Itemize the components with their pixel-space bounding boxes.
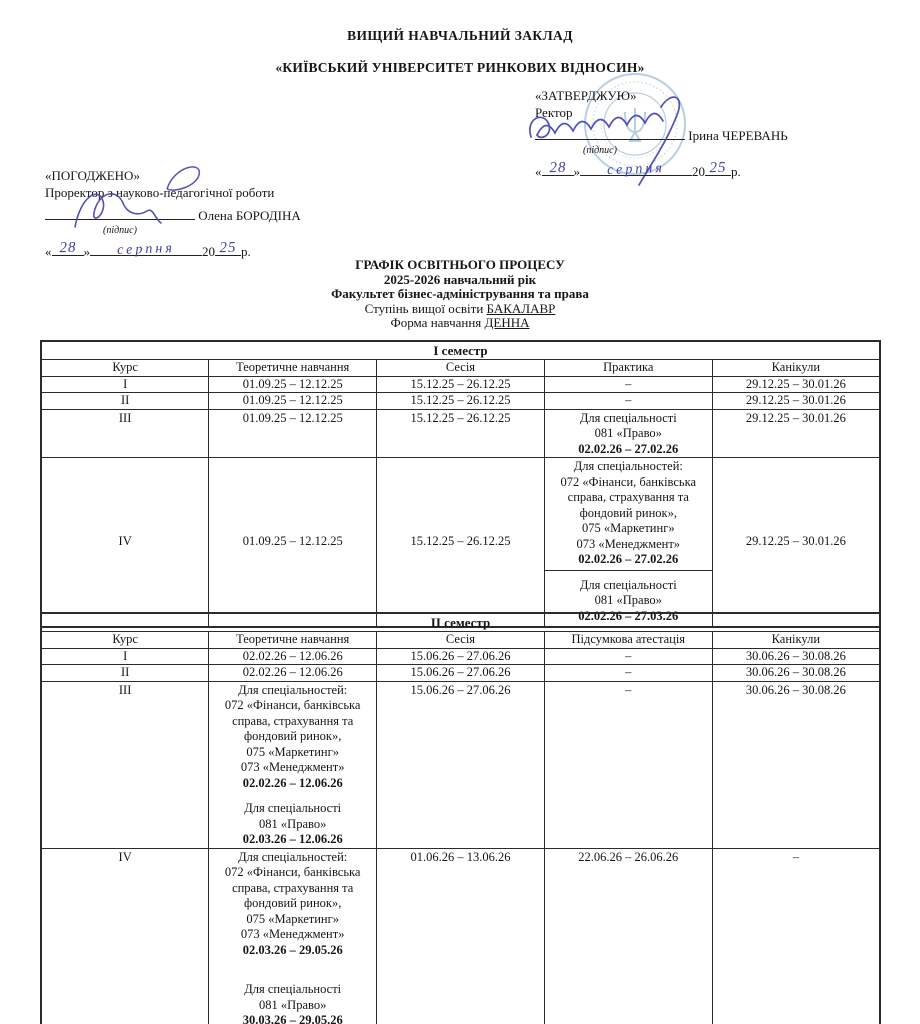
- holidays-cell: 30.06.26 – 30.08.26: [712, 681, 880, 848]
- institution-type: ВИЩИЙ НАВЧАЛЬНИЙ ЗАКЛАД: [347, 28, 573, 43]
- theory-cell: 01.09.25 – 12.12.25: [209, 409, 377, 458]
- attestation-cell: –: [544, 648, 712, 665]
- practice-cell: Для спеціальності 081 «Право» 02.02.26 – 27.02.26: [544, 409, 712, 458]
- document-title: ГРАФІК ОСВІТНЬОГО ПРОЦЕСУ: [355, 257, 565, 272]
- theory-cell: Для спеціальностей: 072 «Фінанси, банківська справа, страхування та фондовий ринок», 075 «Маркетинг» 073 «Менеджмент» 02.02.26 – 12.06.26 Для спеціальності 081 «Право» 02.03.26 – 12.06.26: [209, 681, 377, 848]
- degree-line: [0, 302, 920, 317]
- session-cell: 15.12.25 – 26.12.25: [377, 376, 545, 393]
- handwritten-year: 25: [219, 239, 237, 257]
- approval-name: Ірина ЧЕРЕВАНЬ: [688, 128, 788, 143]
- month-field: [90, 240, 202, 259]
- session-cell: 01.06.26 – 13.06.26: [377, 848, 545, 1024]
- holidays-cell: 30.06.26 – 30.08.26: [712, 665, 880, 682]
- handwritten-year: 25: [709, 159, 727, 177]
- approval-signature-row: [535, 125, 895, 144]
- session-cell: 15.06.26 – 27.06.26: [377, 648, 545, 665]
- year-suffix: р.: [241, 244, 251, 259]
- agreement-signature-row: [45, 205, 405, 224]
- study-form-line: [0, 316, 920, 331]
- quote-close: »: [573, 164, 580, 179]
- attestation-cell: 22.06.26 – 26.06.26: [544, 848, 712, 1024]
- table-caption-row: [41, 341, 880, 360]
- signature-line: [535, 125, 685, 140]
- course-cell: ІІІ: [41, 409, 209, 458]
- study-form-label: Форма навчання: [390, 315, 485, 331]
- approval-signature-caption: (підпис): [583, 145, 617, 156]
- practice-specialties-block: Для спеціальностей: 072 «Фінанси, банківська справа, страхування та фондовий ринок», 075 «Маркетинг» 073 «Менеджмент» 02.02.26 – 27.02.26: [560, 459, 697, 566]
- year-prefix: 20: [692, 164, 705, 179]
- handwritten-month: серпня: [606, 160, 666, 179]
- col-header-course: Курс: [41, 360, 209, 377]
- table-row: [41, 458, 880, 628]
- table-row: [41, 665, 880, 682]
- session-cell: 15.06.26 – 27.06.26: [377, 665, 545, 682]
- quote-open: «: [45, 244, 52, 259]
- col-header-holidays: Канікули: [712, 360, 880, 377]
- faculty-name: Факультет бізнес-адміністрування та права: [331, 286, 589, 302]
- session-cell: 15.12.25 – 26.12.25: [377, 458, 545, 628]
- holidays-cell: 29.12.25 – 30.01.26: [712, 458, 880, 628]
- table-row: [41, 409, 880, 458]
- table-row: [41, 681, 880, 848]
- holidays-cell: 29.12.25 – 30.01.26: [712, 393, 880, 410]
- agreement-label: «ПОГОДЖЕНО»: [45, 168, 140, 183]
- table-caption-row: [41, 613, 880, 632]
- course-cell: І: [41, 648, 209, 665]
- col-header-session: Сесія: [377, 360, 545, 377]
- institution-name: «КИЇВСЬКИЙ УНІВЕРСИТЕТ РИНКОВИХ ВІДНОСИН»: [275, 60, 645, 75]
- session-cell: 15.06.26 – 27.06.26: [377, 681, 545, 848]
- practice-law-block: Для спеціальності 081 «Право» 02.02.26 – 27.03.26: [545, 570, 712, 627]
- year-field: [705, 159, 731, 177]
- table-header-row: [41, 360, 880, 377]
- theory-cell: 02.02.26 – 12.06.26: [209, 665, 377, 682]
- theory-cell: Для спеціальностей: 072 «Фінанси, банківська справа, страхування та фондовий ринок», 075 «Маркетинг» 073 «Менеджмент» 02.03.26 – 29.05.26 Для спеціальності 081 «Право» 30.03.26 – 29.05.26: [209, 848, 377, 1024]
- handwritten-month: серпня: [116, 240, 176, 259]
- approval-block: [535, 87, 895, 180]
- handwritten-day: 28: [548, 159, 567, 177]
- month-field: [580, 160, 692, 179]
- holidays-cell: 29.12.25 – 30.01.26: [712, 376, 880, 393]
- degree-label: Ступінь вищої освіти: [364, 300, 487, 316]
- table-row: [41, 376, 880, 393]
- agreement-role: Проректор з науково-педагогічної роботи: [45, 185, 275, 200]
- attestation-cell: –: [544, 665, 712, 682]
- degree-value: БАКАЛАВР: [486, 300, 556, 316]
- col-header-attestation: Підсумкова атестація: [544, 632, 712, 649]
- course-cell: ІІІ: [41, 681, 209, 848]
- day-field: [52, 239, 84, 257]
- col-header-practice: Практика: [544, 360, 712, 377]
- course-cell: І: [41, 376, 209, 393]
- agreement-label-row: [45, 167, 405, 184]
- semester2-caption: ІІ семестр: [41, 613, 880, 632]
- col-header-theory: Теоретичне навчання: [209, 360, 377, 377]
- course-cell: IV: [41, 848, 209, 1024]
- agreement-block: [45, 167, 405, 260]
- theory-cell: 02.02.26 – 12.06.26: [209, 648, 377, 665]
- col-header-theory: Теоретичне навчання: [209, 632, 377, 649]
- study-form-value: ДЕННА: [484, 315, 530, 331]
- table-row: [41, 393, 880, 410]
- course-cell: ІІ: [41, 393, 209, 410]
- approval-role: Ректор: [535, 105, 573, 120]
- theory-cell: 01.09.25 – 12.12.25: [209, 393, 377, 410]
- attestation-cell: –: [544, 681, 712, 848]
- approval-date: [535, 159, 895, 180]
- col-header-holidays: Канікули: [712, 632, 880, 649]
- year-field: [215, 239, 241, 257]
- practice-cell: –: [544, 376, 712, 393]
- session-cell: 15.12.25 – 26.12.25: [377, 409, 545, 458]
- agreement-signature-caption: (підпис): [103, 225, 137, 236]
- holidays-cell: –: [712, 848, 880, 1024]
- holidays-cell: 29.12.25 – 30.01.26: [712, 409, 880, 458]
- quote-close: »: [83, 244, 90, 259]
- agreement-name: Олена БОРОДІНА: [198, 208, 301, 223]
- practice-cell: –: [544, 393, 712, 410]
- quote-open: «: [535, 164, 542, 179]
- table-header-row: [41, 632, 880, 649]
- signature-line: [45, 205, 195, 220]
- semester1-caption: І семестр: [41, 341, 880, 360]
- col-header-course: Курс: [41, 632, 209, 649]
- theory-cell: 01.09.25 – 12.12.25: [209, 376, 377, 393]
- course-cell: ІІ: [41, 665, 209, 682]
- col-header-session: Сесія: [377, 632, 545, 649]
- table-row: [41, 648, 880, 665]
- document-heading: [0, 258, 920, 331]
- approval-label: «ЗАТВЕРДЖУЮ»: [535, 88, 637, 103]
- year-suffix: р.: [731, 164, 741, 179]
- semester2-table: [40, 612, 881, 1024]
- year-prefix: 20: [202, 244, 215, 259]
- table-row: [41, 848, 880, 1024]
- handwritten-day: 28: [58, 239, 77, 257]
- holidays-cell: 30.06.26 – 30.08.26: [712, 648, 880, 665]
- semester1-table: [40, 340, 881, 628]
- practice-cell: [544, 458, 712, 628]
- day-field: [542, 159, 574, 177]
- course-cell: IV: [41, 458, 209, 628]
- academic-year: 2025-2026 навчальний рік: [383, 271, 537, 287]
- theory-cell: 01.09.25 – 12.12.25: [209, 458, 377, 628]
- session-cell: 15.12.25 – 26.12.25: [377, 393, 545, 410]
